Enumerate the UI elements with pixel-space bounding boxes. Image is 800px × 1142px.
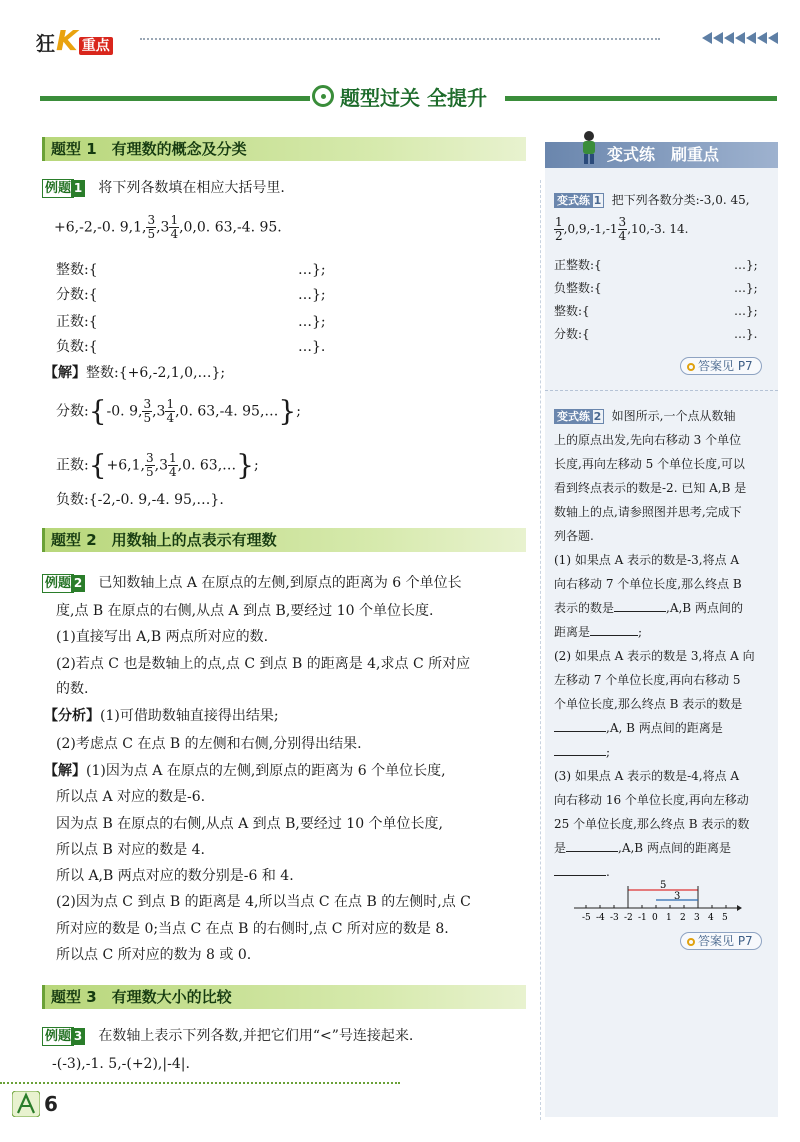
number-list xyxy=(54,214,282,241)
student-icon xyxy=(578,130,600,166)
part-1-line-4: 距离是 ; xyxy=(554,625,643,639)
side-row-int: 整数:{ xyxy=(554,304,590,318)
row-negatives: 负数:{ xyxy=(56,339,98,355)
banner-line-left xyxy=(40,96,310,101)
part-3-line-3: 25 个单位长度,那么终点 B 表示的数 xyxy=(554,817,750,831)
example-3-line-2: -(-3),-1. 5,-(+2),|-4|. xyxy=(52,1056,190,1072)
solution-integers: 【解】整数:{+6,-2,1,0,…}; xyxy=(44,365,226,381)
answer-link-1[interactable]: 答案见 P7 xyxy=(680,355,762,374)
analysis-1: 【分析】(1)可借助数轴直接得出结果; xyxy=(44,708,279,724)
analysis-2: (2)考虑点 C 在点 B 的左侧和右侧,分别得出结果. xyxy=(56,736,362,752)
page-number: 6 xyxy=(44,1092,58,1116)
banner-line-right xyxy=(505,96,777,101)
part-3-line-5: . xyxy=(554,861,610,884)
banner-title: 题型过关 全提升 xyxy=(340,85,487,110)
example-2-line-1: 例题 2 已知数轴上点 A 在原点的左侧,到原点的距离为 6 个单位长 xyxy=(42,573,462,593)
answer-link-2[interactable]: 答案见 P7 xyxy=(680,930,762,949)
example-3-line-1: 例题 3 在数轴上表示下列各数,并把它们用“<”号连接起来. xyxy=(42,1026,413,1046)
tick-label: -5 xyxy=(582,913,591,923)
example-2-line-4: (2)若点 C 也是数轴上的点,点 C 到点 B 的距离是 4,求点 C 所对应 xyxy=(56,656,471,672)
number-list-part-b: ,3 xyxy=(156,219,170,236)
number-line-diagram xyxy=(572,880,742,930)
question-text: 将下列各数填在相应大括号里. xyxy=(98,180,285,196)
part-2-line-5: ; xyxy=(554,741,610,764)
page-badge xyxy=(12,1088,72,1120)
solution-2-line-8: 所以点 C 所对应的数为 8 或 0. xyxy=(56,947,252,963)
fraction-1-4: $\frac{1}{4}$ xyxy=(170,213,179,241)
part-1-line-3: 表示的数是 ,A,B 两点间的 xyxy=(554,601,743,615)
section-banner xyxy=(312,80,502,112)
part-1-line-1: (1) 如果点 A 表示的数是-3,将点 A xyxy=(554,553,740,567)
variant-2-line-5: 数轴上的点,请参照图并思考,完成下 xyxy=(554,505,742,519)
side-row-negint: 负整数:{ xyxy=(554,281,602,295)
answer-blank[interactable] xyxy=(614,599,666,612)
fraction-3-5: $\frac{3}{5}$ xyxy=(147,213,156,241)
variant-2-line-6: 列各题. xyxy=(554,529,594,543)
topic-1-header: 题型 1 有理数的概念及分类 xyxy=(42,137,526,161)
example-2-line-3: (1)直接写出 A,B 两点所对应的数. xyxy=(56,629,269,645)
header-arrows-icon xyxy=(668,32,778,46)
solution-fractions: 分数:{-0. 9, $\frac{3}{5}$ ,3 $\frac{1}{4}$ ,0. 63,-4. 95,…}; xyxy=(56,394,301,428)
row-positives-end: …}; xyxy=(298,314,326,330)
topic-3-header: 题型 3 有理数大小的比较 xyxy=(42,985,526,1009)
answer-blank[interactable] xyxy=(590,623,638,636)
solution-2-line-5: 所以 A,B 两点对应的数分别是-6 和 4. xyxy=(56,868,294,884)
label-five: 5 xyxy=(660,880,667,891)
side-row-posint: 正整数:{ xyxy=(554,258,602,272)
part-1-line-2: 向右移动 7 个单位长度,那么终点 B xyxy=(554,577,742,591)
side-panel-header: 变式练 刷重点 xyxy=(545,142,778,168)
answer-blank[interactable] xyxy=(554,863,606,876)
label-three: 3 xyxy=(674,891,681,902)
row-positives: 正数:{ xyxy=(56,314,98,330)
variant-2-line-2: 上的原点出发,先向右移动 3 个单位 xyxy=(554,433,742,447)
tick-label: 3 xyxy=(694,913,700,923)
row-integers: 整数:{ xyxy=(56,262,98,278)
tick-label: -1 xyxy=(638,913,647,923)
variant-2-line-3: 长度,再向左移动 5 个单位长度,可以 xyxy=(554,457,745,471)
target-icon xyxy=(312,85,334,107)
side-row-int-end: …}; xyxy=(734,304,758,318)
tick-label: 5 xyxy=(722,913,728,923)
axis-arrow xyxy=(737,905,742,911)
solution-2-line-4: 所以点 B 对应的数是 4. xyxy=(56,842,205,858)
side-row-frac-end: …}. xyxy=(734,327,758,341)
number-list-part-a: +6,-2,-0. 9,1, xyxy=(54,219,147,236)
tick-label: 0 xyxy=(652,913,658,923)
compass-a-icon xyxy=(12,1091,40,1117)
topic-2-header: 题型 2 用数轴上的点表示有理数 xyxy=(42,528,526,552)
example-number: 1 xyxy=(71,180,85,197)
header-dotted-line xyxy=(140,38,660,40)
tick-label: -4 xyxy=(596,913,605,923)
variant-2-line-1: 变式练 2 如图所示,一个点从数轴 xyxy=(554,405,735,428)
key-icon xyxy=(687,363,695,371)
row-negatives-end: …}. xyxy=(298,339,326,355)
side-row-negint-end: …}; xyxy=(734,281,758,295)
part-3-line-2: 向右移动 16 个单位长度,再向左移动 xyxy=(554,793,749,807)
row-integers-end: …}; xyxy=(298,262,326,278)
row-fractions-end: …}; xyxy=(298,287,326,303)
tick-label: 1 xyxy=(666,913,672,923)
brand-k: K xyxy=(56,24,78,57)
solution-positives: 正数:{+6,1, $\frac{3}{5}$ ,3 $\frac{1}{4}$ ,0. 63,…}; xyxy=(56,448,259,482)
example-2-line-2: 度,点 B 在原点的右侧,从点 A 到点 B,要经过 10 个单位长度. xyxy=(56,603,434,619)
brand-text-right: 重点 xyxy=(79,37,113,55)
tick-label: -2 xyxy=(624,913,633,923)
variant-2-line-4: 看到终点表示的数是-2. 已知 A,B 是 xyxy=(554,481,747,495)
solution-2-line-3: 因为点 B 在原点的右侧,从点 A 到点 B,要经过 10 个单位长度, xyxy=(56,816,444,832)
column-divider xyxy=(540,180,541,1120)
answer-blank[interactable] xyxy=(554,743,606,756)
row-fractions: 分数:{ xyxy=(56,287,98,303)
solution-2-line-2: 所以点 A 对应的数是-6. xyxy=(56,789,206,805)
footer-dotted-line xyxy=(0,1082,400,1084)
solution-2-line-7: 所对应的数是 0;当点 C 在点 B 的右侧时,点 C 所对应的数是 8. xyxy=(56,921,449,937)
example-2-line-5: 的数. xyxy=(56,681,89,697)
tick-label: 4 xyxy=(708,913,714,923)
example-1-question xyxy=(42,178,285,198)
number-list-part-c: ,0,0. 63,-4. 95. xyxy=(179,219,282,236)
side-row-frac: 分数:{ xyxy=(554,327,590,341)
side-separator xyxy=(545,390,778,391)
tick-label: 2 xyxy=(680,913,686,923)
part-2-line-4: ,A, B 两点间的距离是 xyxy=(554,717,723,740)
part-2-line-1: (2) 如果点 A 表示的数是 3,将点 A 向 xyxy=(554,649,755,663)
brand-logo xyxy=(36,24,113,57)
key-icon xyxy=(687,938,695,946)
solution-negatives: 负数:{-2,-0. 9,-4. 95,…}. xyxy=(56,492,224,508)
example-label: 例题 xyxy=(42,179,74,198)
part-3-line-4: 是 ,A,B 两点间的距离是 xyxy=(554,841,731,855)
brand-text-left: 狂 xyxy=(36,33,56,55)
solution-2-line-6: (2)因为点 C 到点 B 的距离是 4,所以当点 C 在点 B 的左侧时,点 C xyxy=(56,894,471,910)
side-row-posint-end: …}; xyxy=(734,258,758,272)
answer-blank[interactable] xyxy=(554,719,606,732)
part-3-line-1: (3) 如果点 A 表示的数是-4,将点 A xyxy=(554,769,740,783)
part-2-line-3: 个单位长度,那么终点 B 表示的数是 xyxy=(554,697,743,711)
solution-label: 【解】 xyxy=(44,365,86,381)
answer-blank[interactable] xyxy=(566,839,618,852)
solution-2-line-1: 【解】(1)因为点 A 在原点的左侧,到原点的距离为 6 个单位长度, xyxy=(44,763,446,779)
variant-1-numbers: $\frac{1}{2}$ ,0,9,-1,-1 $\frac{3}{4}$ ,10,-3. 14. xyxy=(555,215,689,243)
variant-1-question: 变式练 1 把下列各数分类:-3,0. 45, xyxy=(554,189,750,212)
part-2-line-2: 左移动 7 个单位长度,再向右移动 5 xyxy=(554,673,741,687)
tick-label: -3 xyxy=(610,913,619,923)
